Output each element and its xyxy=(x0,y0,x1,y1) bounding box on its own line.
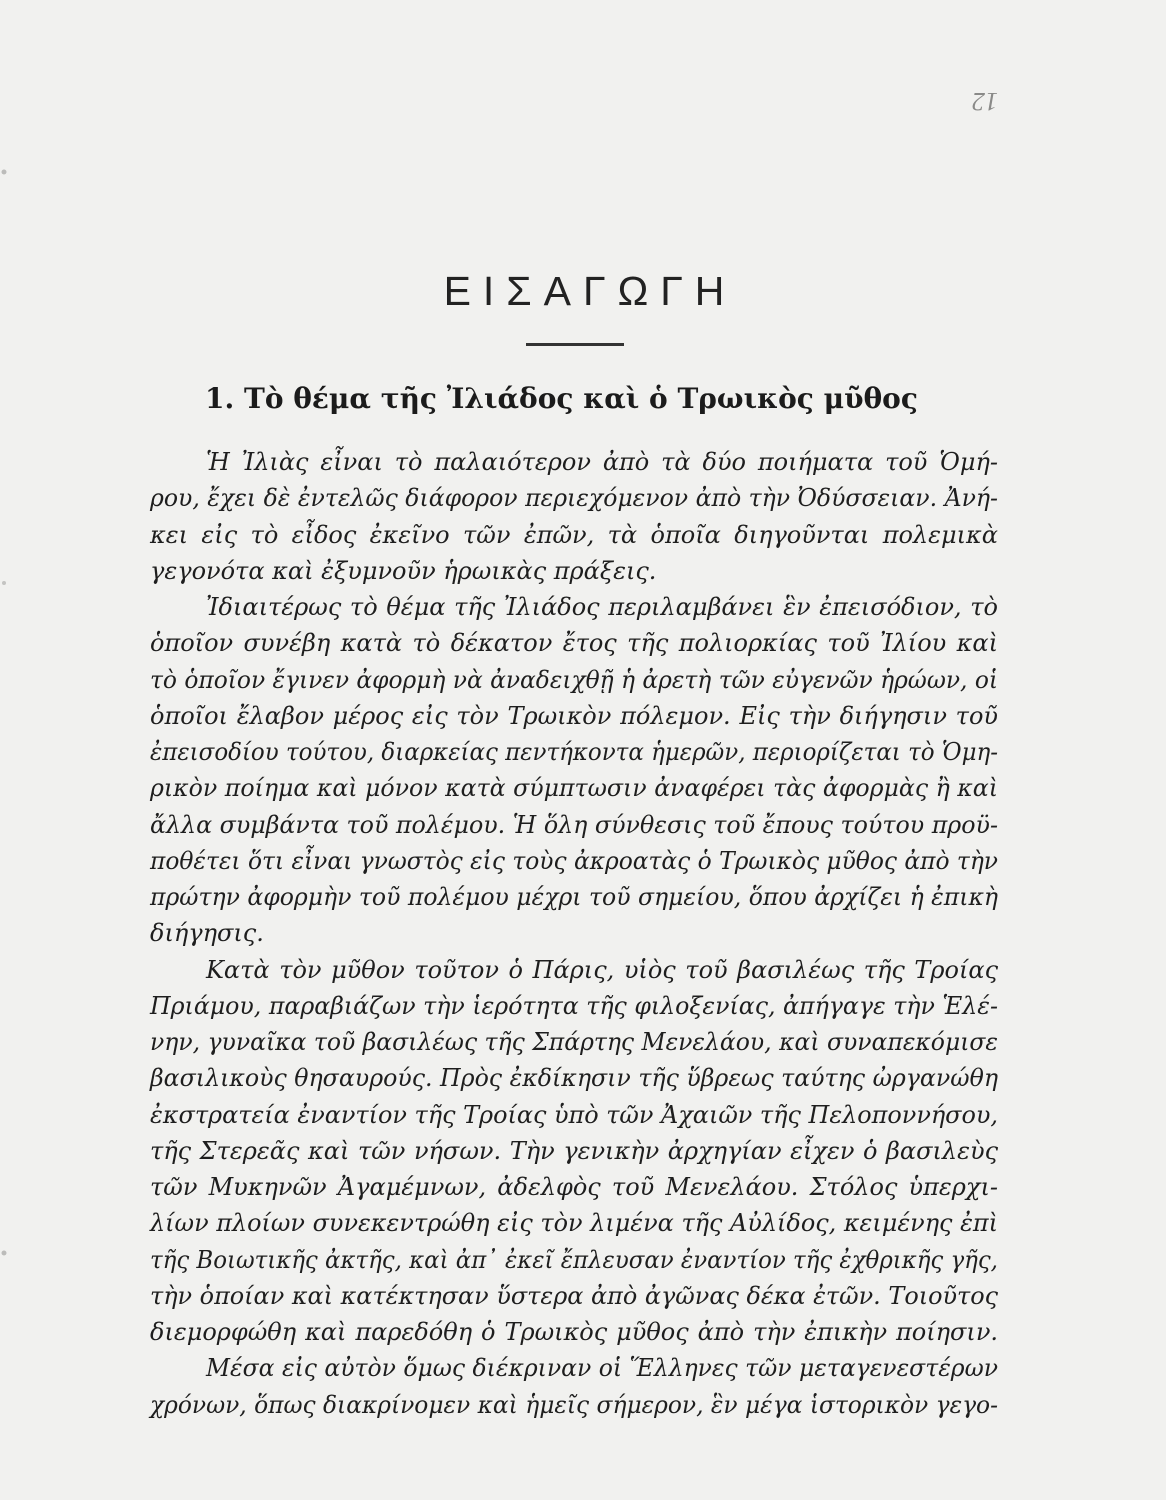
text-line: Μέσα εἰς αὐτὸν ὅμως διέκριναν οἱ Ἕλληνες τῶν μεταγενεστέρων xyxy=(206,1354,999,1382)
text-line: τῆς Στερεᾶς καὶ τῶν νήσων. Τὴν γενικὴν ἀρχηγίαν εἶχεν ὁ βασιλεὺς xyxy=(150,1137,999,1165)
edge-mark xyxy=(2,1251,7,1256)
text-line: τὴν ὁποίαν καὶ κατέκτησαν ὕστερα ἀπὸ ἀγῶνας δέκα ἐτῶν. Τοιοῦτος xyxy=(150,1282,999,1310)
text-line: ρου, ἔχει δὲ ἐντελῶς διάφορον περιεχόμενον ἀπὸ τὴν Ὀδύσσειαν. Ἀνή- xyxy=(150,484,998,512)
text-line: ὁποῖον συνέβη κατὰ τὸ δέκατον ἔτος τῆς πολιορκίας τοῦ Ἰλίου καὶ xyxy=(150,629,999,657)
text-line: Κατὰ τὸν μῦθον τοῦτον ὁ Πάρις, υἱὸς τοῦ βασιλέως τῆς Τροίας xyxy=(206,956,999,984)
text-line: ὁποῖοι ἔλαβον μέρος εἰς τὸν Τρωικὸν πόλεμον. Εἰς τὴν διήγησιν τοῦ xyxy=(150,702,998,730)
section-heading: 1. Τὸ θέμα τῆς Ἰλιάδος καὶ ὁ Τρωικὸς μῦθος xyxy=(205,382,918,415)
text-line: ποθέτει ὅτι εἶναι γνωστὸς εἰς τοὺς ἀκροατὰς ὁ Τρωικὸς μῦθος ἀπὸ τὴν xyxy=(150,847,998,875)
text-line: γεγονότα καὶ ἐξυμνοῦν ἡρωικὰς πράξεις. xyxy=(150,557,657,585)
text-line: διήγησις. xyxy=(150,919,264,947)
edge-mark xyxy=(2,170,7,175)
text-line: ρικὸν ποίημα καὶ μόνον κατὰ σύμπτωσιν ἀναφέρει τὰς ἀφορμὰς ἢ καὶ xyxy=(150,774,998,802)
chapter-title: ΕΙΣΑΓΩΓΗ xyxy=(443,268,737,314)
text-line: βασιλικοὺς θησαυρούς. Πρὸς ἐκδίκησιν τῆς ὕβρεως ταύτης ὠργανώθη xyxy=(150,1064,998,1092)
text-line: ἐπεισοδίου τούτου, διαρκείας πεντήκοντα ἡμερῶν, περιορίζεται τὸ Ὁμη- xyxy=(150,738,998,766)
text-line: ἄλλα συμβάντα τοῦ πολέμου. Ἡ ὅλη σύνθεσις τοῦ ἔπους τούτου προϋ- xyxy=(150,811,998,839)
text-line: Ἡ Ἰλιὰς εἶναι τὸ παλαιότερον ἀπὸ τὰ δύο ποιήματα τοῦ Ὁμή- xyxy=(206,448,998,476)
text-line: τῆς Βοιωτικῆς ἀκτῆς, καὶ ἀπ᾽ ἐκεῖ ἔπλευσαν ἐναντίον τῆς ἐχθρικῆς γῆς, xyxy=(150,1246,998,1274)
edge-mark xyxy=(2,581,6,585)
text-line: κει εἰς τὸ εἶδος ἐκεῖνο τῶν ἐπῶν, τὰ ὁποῖα διηγοῦνται πολεμικὰ xyxy=(150,521,998,549)
text-line: λίων πλοίων συνεκεντρώθη εἰς τὸν λιμένα τῆς Αὐλίδος, κειμένης ἐπὶ xyxy=(150,1209,999,1237)
page-number: 12 xyxy=(972,87,998,116)
title-divider xyxy=(526,343,624,346)
text-line: Ἰδιαιτέρως τὸ θέμα τῆς Ἰλιάδος περιλαμβάνει ἓν ἐπεισόδιον, τὸ xyxy=(206,593,998,621)
text-line: τῶν Μυκηνῶν Ἀγαμέμνων, ἀδελφὸς τοῦ Μενελάου. Στόλος ὑπερχι- xyxy=(150,1173,998,1201)
text-line: τὸ ὁποῖον ἔγινεν ἀφορμὴ νὰ ἀναδειχθῇ ἡ ἀρετὴ τῶν εὐγενῶν ἡρώων, οἱ xyxy=(150,666,999,694)
text-line: ἐκστρατεία ἐναντίον τῆς Τροίας ὑπὸ τῶν Ἀχαιῶν τῆς Πελοποννήσου, xyxy=(150,1101,999,1129)
text-line: διεμορφώθη καὶ παρεδόθη ὁ Τρωικὸς μῦθος ἀπὸ τὴν ἐπικὴν ποίησιν. xyxy=(150,1318,999,1346)
text-line: χρόνων, ὅπως διακρίνομεν καὶ ἡμεῖς σήμερον, ἓν μέγα ἱστορικὸν γεγο- xyxy=(150,1391,998,1419)
text-line: πρώτην ἀφορμὴν τοῦ πολέμου μέχρι τοῦ σημείου, ὅπου ἀρχίζει ἡ ἐπικὴ xyxy=(150,883,999,911)
text-line: Πριάμου, παραβιάζων τὴν ἱερότητα τῆς φιλοξενίας, ἀπήγαγε τὴν Ἑλέ- xyxy=(150,992,998,1020)
text-line: νην, γυναῖκα τοῦ βασιλέως τῆς Σπάρτης Μενελάου, καὶ συναπεκόμισε xyxy=(150,1028,999,1056)
